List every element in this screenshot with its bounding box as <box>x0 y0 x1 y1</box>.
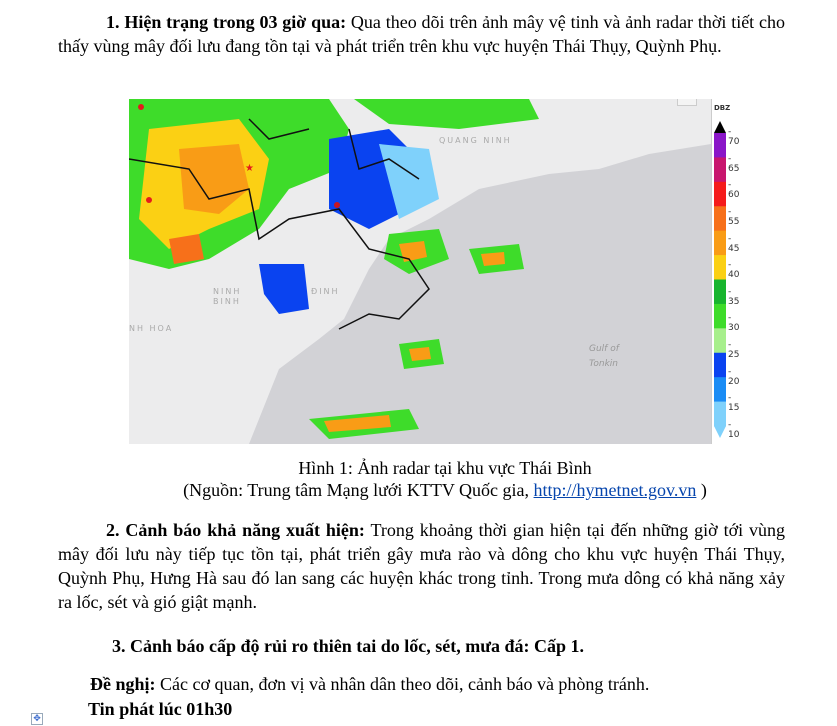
radar-map-image <box>129 99 742 444</box>
figure-source <box>120 480 770 500</box>
legend-color-segment <box>714 231 726 256</box>
table-move-handle-icon[interactable]: ✥ <box>31 713 43 725</box>
location-marker <box>138 104 144 110</box>
map-label-gulf-1: Gulf of <box>589 344 619 354</box>
section-2-heading: 2. Cảnh báo khả năng xuất hiện: <box>106 520 365 540</box>
recommendation-label: Đề nghị: <box>90 674 156 694</box>
legend-tick-label: - 70 <box>728 127 740 147</box>
section-1-text: Qua theo dõi trên ảnh mây vệ tinh và ảnh radar thời tiết cho thấy vùng mây đối lưu đang tồn tại và phát triển trên khu vực huyện Thái Thụy, Quỳnh Phụ. <box>58 12 785 56</box>
map-label-gulf-2: Tonkin <box>589 359 619 369</box>
legend-tick-label: - 25 <box>728 340 740 361</box>
source-suffix: ) <box>696 480 707 500</box>
legend-color-segment <box>714 353 726 378</box>
legend-color-segment <box>714 157 726 182</box>
map-control-button[interactable] <box>677 99 697 106</box>
figure-caption: Hình 1: Ảnh radar tại khu vực Thái Bình <box>298 458 592 478</box>
legend-tick-label: - 15 <box>728 393 740 414</box>
legend-color-segment <box>714 206 726 231</box>
recommendation-text: Các cơ quan, đơn vị và nhân dân theo dõi, cảnh báo và phòng tránh. <box>155 674 650 694</box>
legend-color-segment <box>714 182 726 207</box>
map-label-ninh-binh-1: NINH <box>213 287 242 296</box>
map-label-ninh-binh-2: BINH <box>213 297 241 306</box>
legend-tick-label: - 30 <box>728 313 740 334</box>
star-marker: ★ <box>245 163 254 174</box>
legend-bottom-arrow <box>714 426 726 438</box>
section-3-heading: 3. Cảnh báo cấp độ rủi ro thiên tai do lốc, sét, mưa đá: Cấp 1. <box>112 636 585 656</box>
section-1-heading: 1. Hiện trạng trong 03 giờ qua: <box>106 12 347 32</box>
legend-tick-label: - 65 <box>728 153 740 174</box>
legend-color-segment <box>714 255 726 280</box>
map-label-thanh-hoa: NH HOA <box>129 324 174 333</box>
map-label-quang-ninh: QUANG NINH <box>439 136 512 145</box>
recommendation <box>90 674 649 695</box>
source-prefix: (Nguồn: Trung tâm Mạng lưới KTTV Quốc gia, <box>183 480 534 500</box>
legend-color-segment <box>714 133 726 158</box>
section-current-status <box>58 10 785 58</box>
legend-color-segment <box>714 377 726 402</box>
radar-echo <box>481 252 505 266</box>
legend-tick-label: - 35 <box>728 286 740 307</box>
legend-unit: DBZ <box>714 104 731 112</box>
location-marker <box>334 202 340 208</box>
radar-echo <box>409 347 431 361</box>
legend-color-segment <box>714 304 726 329</box>
legend-tick-label: - 40 <box>728 260 740 281</box>
source-link[interactable]: http://hymetnet.gov.vn <box>533 480 697 500</box>
location-marker <box>146 197 152 203</box>
legend-tick-label: - 10 <box>728 420 740 440</box>
legend-tick-label: - 60 <box>728 180 740 201</box>
section-warning <box>58 518 785 614</box>
radar-echo <box>169 234 204 264</box>
legend-color-segment <box>714 328 726 353</box>
legend-top-arrow <box>714 121 726 133</box>
dbz-legend <box>711 99 745 444</box>
map-label-nam-dinh: ĐINH <box>311 287 340 296</box>
legend-tick-label: - 55 <box>728 206 740 227</box>
issued-time: Tin phát lúc 01h30 <box>88 699 233 719</box>
section-2-text: Trong khoảng thời gian hiện tại đến những giờ tới vùng mây đối lưu này tiếp tục tồn tại, phát triển gây mưa rào và dông cho khu vực huyện Thái Thụy, Quỳnh Phụ, Hưng Hà sau đó lan sang các huyện khác trong tỉnh. Trong mưa dông có khả năng xảy ra lốc, sét và gió giật mạnh. <box>58 520 785 612</box>
legend-color-segment <box>714 402 726 427</box>
radar-map-graphic <box>129 99 742 444</box>
legend-tick-label: - 20 <box>728 366 740 387</box>
legend-color-segment <box>714 280 726 305</box>
legend-tick-label: - 45 <box>728 233 740 254</box>
legend-color-bar <box>713 121 727 441</box>
